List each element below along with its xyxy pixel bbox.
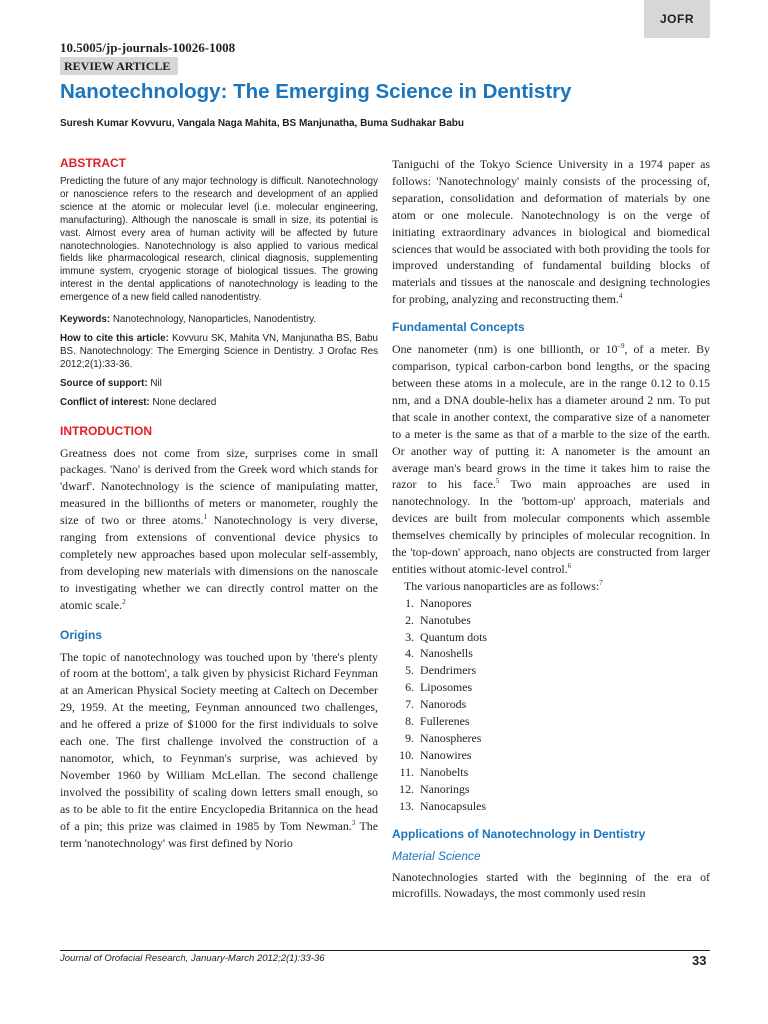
list-number: 9.: [405, 731, 414, 745]
list-label: Liposomes: [420, 680, 473, 695]
list-label: Nanobelts: [420, 764, 469, 779]
cite-label: How to cite this article:: [60, 332, 169, 344]
how-to-cite: [60, 333, 378, 372]
nanoparticle-list-item: [392, 696, 710, 713]
list-label: Dendrimers: [420, 663, 477, 678]
introduction-text: [60, 445, 378, 614]
conflict-label: Conflict of interest:: [60, 396, 150, 408]
ref-6: 6: [567, 561, 572, 570]
footer-journal-citation: Journal of Orofacial Research, January-March 2012;2(1):33-36: [60, 953, 325, 964]
support-value: Nil: [150, 377, 162, 389]
nanoparticle-list-item: [392, 645, 710, 662]
abstract-text: Predicting the future of any major technology is difficult. Nanotechnology or nanoscience refers to the research and development of an applied science at the atomic or molecular level (i.e. molecular engineering, manufacturing). Although the nanoscale is small in size, its potential is vast. Almost every area of human activity will be affected by future nanotechnologies. Nanotechnology is also applied to various medical fields like pharmacological research, clinical diagnosis, supplementing immune system, cryogenic storage of biological tissues. The growing interest in the dental applications of nanotechnology is leading to the emergence of a new field called nanodentistry.: [60, 176, 378, 304]
origins-paragraph-end: The term 'nanotechnology' was first defined by Norio: [60, 818, 378, 850]
list-label: Nanorods: [420, 697, 467, 712]
list-label: Nanospheres: [420, 731, 482, 745]
exponent: –9: [617, 342, 625, 351]
list-number: 13.: [399, 798, 414, 813]
nanoparticle-list-item: [392, 629, 710, 646]
fundamental-text-b: , of a meter. By comparison, typical carbon-carbon bond lengths, or the spacing between these atoms in a molecule, are in the range 0.12 to 0.15 nm, and a DNA double-helix has a diameter around 2 nm. To put that scale in another context, the comparative size of a nanometer to a meter is the same as that of a marble to the size of the earth. Or another way of putting it: A nanometer is the amount an average man's beard grows in the time it takes him to raise the razor to his face.: [392, 342, 710, 492]
fundamental-text-c: Two main approaches are used in nanotechnology. In the 'bottom-up' approach, materials and devices are built from molecular components which assemble themselves chemically by principles of molecular recognition. In the 'top-down' approach, nano objects are constructed from larger entities without atomic-level control.: [392, 477, 710, 576]
origins-text: [60, 649, 378, 852]
conflict-value: None declared: [152, 396, 217, 408]
article-title: Nanotechnology: The Emerging Science in Dentistry: [60, 80, 572, 103]
list-intro-text: The various nanoparticles are as follows:: [404, 578, 600, 593]
nanoparticle-list: [392, 595, 710, 815]
ref-7: 7: [599, 578, 603, 587]
list-number: 8.: [405, 714, 414, 729]
support-label: Source of support:: [60, 377, 148, 389]
list-number: 7.: [405, 697, 414, 712]
keywords: [60, 314, 378, 327]
left-column: [60, 156, 378, 851]
introduction-heading: INTRODUCTION: [60, 423, 152, 438]
list-label: Fullerenes: [420, 714, 470, 729]
list-number: 1.: [405, 595, 414, 610]
list-label: Quantum dots: [420, 629, 488, 644]
origins-paragraph: The topic of nanotechnology was touched upon by 'there's plenty of room at the bottom', a talk given by physicist Richard Feynman at an American Physical Society meeting at Caltech on December 29, 1959. At the meeting, Feynman announced two challenges, and he offered a prize of $1000 for the first individuals to solve each one. The first challenge involved the construction of a nanomotor, which, to Feynman's surprise, was achieved by November 1960 by William McLellan. The second challenge involved the possibility of scaling down letters small enough, so as to be able to fit the entire Encyclopedia Britannica on the head of a pin; this prize was claimed in 1985 by Tom Newman.: [60, 649, 378, 833]
list-number: 2.: [405, 612, 414, 627]
list-number: 3.: [405, 629, 414, 644]
origins-continued: [392, 156, 710, 308]
list-label: Nanocapsules: [420, 798, 487, 813]
keywords-label: Keywords:: [60, 314, 111, 326]
applications-heading: Applications of Nanotechnology in Dentistry: [392, 826, 646, 841]
list-number: 11.: [399, 764, 414, 779]
origins-continued-text: Taniguchi of the Tokyo Science University in a 1974 paper as follows: 'Nanotechnology' mainly consists of the processing of, separation, consolidation and deformation of materials by one atom or one molecule. Nanotechnology is on the verge of initiating extraordinary advances in biological and biomedical sciences that would be associated with both providing the tools for improved understanding of fundamental building blocks of materials and tissues at the nanoscale and designing technologies for probing, analyzing and reconstructing them.: [392, 157, 710, 307]
ref-1: 1: [203, 513, 208, 522]
list-number: 4.: [405, 646, 414, 661]
nanoparticle-list-item: [392, 798, 710, 815]
nanoparticle-list-item: [392, 747, 710, 764]
list-label: Nanorings: [420, 781, 470, 796]
list-label: Nanoshells: [420, 646, 473, 661]
list-label: Nanopores: [420, 595, 472, 610]
nanoparticle-list-item: [392, 764, 710, 781]
list-number: 12.: [399, 781, 414, 796]
abstract-heading: ABSTRACT: [60, 156, 126, 170]
nanoparticle-list-item: [392, 679, 710, 696]
list-number: 5.: [405, 663, 414, 678]
nanoparticle-list-item: [392, 730, 710, 747]
footer-rule: [60, 950, 710, 951]
list-number: 10.: [399, 747, 414, 762]
list-label: Nanotubes: [420, 612, 471, 627]
fundamental-text-a: One nanometer (nm) is one billionth, or 10: [392, 342, 618, 357]
nanoparticle-list-item: [392, 595, 710, 612]
source-of-support: [60, 378, 378, 391]
origins-heading: Origins: [60, 627, 103, 642]
nanoparticle-list-item: [392, 713, 710, 730]
doi: 10.5005/jp-journals-10026-1008: [60, 40, 236, 55]
intro-paragraph-a: Greatness does not come from size, surprises come in small packages. 'Nano' is derived from the Greek word which stands for 'dwarf'. Nanotechnology is the science of manipulating matter, measured in the billionths of meters or manometer, roughly the size of two or three atoms.: [60, 445, 378, 528]
nanoparticle-list-item: [392, 662, 710, 679]
nanoparticle-list-item: [392, 612, 710, 629]
article-type-badge: REVIEW ARTICLE: [60, 57, 178, 75]
cite-text: Kovvuru SK, Mahita VN, Manjunatha BS, Babu BS. Nanotechnology: The Emerging Science in Dentistry. J Orofac Res 2012;2(1):33-36.: [60, 332, 378, 370]
ref-5: 5: [495, 477, 500, 486]
author-list: Suresh Kumar Kovvuru, Vangala Naga Mahita, BS Manjunatha, Buma Sudhakar Babu: [60, 118, 464, 129]
ref-2: 2: [122, 597, 126, 606]
list-number: 6.: [405, 680, 414, 695]
applications-text: Nanotechnologies started with the beginning of the era of microfills. Nowadays, the most commonly used resin: [392, 869, 710, 901]
intro-paragraph-b: Nanotechnology is very diverse, ranging from extensions of conventional device physics to completely new approaches based upon molecular self-assembly, from developing new materials with dimensions on the nanoscale to investigating whether we can directly control matter on the atomic scale.: [60, 513, 378, 612]
ref-3: 3: [351, 818, 356, 827]
journal-tab: JOFR: [644, 0, 710, 38]
nanoparticle-list-item: [392, 781, 710, 798]
keywords-value: Nanotechnology, Nanoparticles, Nanodentistry.: [112, 314, 317, 326]
list-label: Nanowires: [420, 747, 472, 762]
right-column: [392, 156, 710, 902]
nanoparticle-list-intro: [392, 578, 710, 595]
conflict-of-interest: [60, 397, 378, 410]
fundamental-heading: Fundamental Concepts: [392, 320, 525, 335]
material-science-subheading: Material Science: [392, 848, 481, 863]
fundamental-text: [392, 341, 710, 578]
page-number: 33: [692, 953, 707, 968]
ref-4: 4: [618, 292, 623, 301]
